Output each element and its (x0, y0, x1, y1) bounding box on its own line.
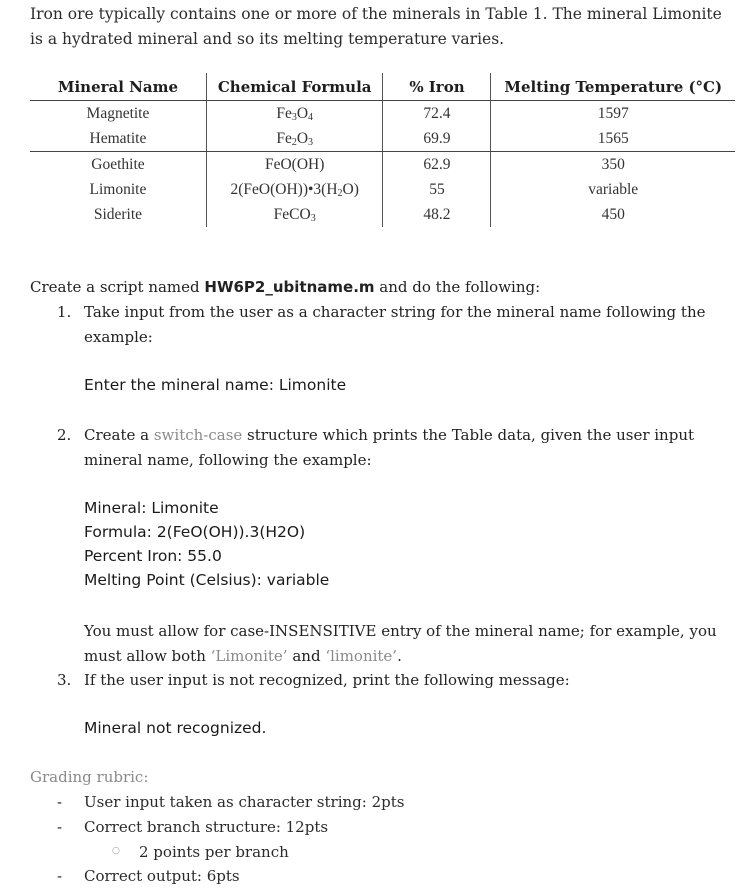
cell-formula: $Fe_3O_4$ (206, 101, 383, 127)
step-3-number: 3. (57, 671, 72, 689)
table-row (30, 152, 735, 178)
cell-formula: $Fe_2O_3$ (206, 126, 383, 152)
cell-melt: 1597 (597, 104, 629, 122)
prompt-example: Enter the mineral name: Limonite (84, 376, 347, 394)
step-1-number: 1. (57, 303, 72, 321)
rubric-item-input: User input taken as character string: 2pts (84, 793, 405, 811)
mineral-table (30, 73, 735, 227)
script-name: HW6P2_ubitname.m (204, 278, 375, 296)
table-row (30, 202, 735, 227)
step-1-text: Take input from the user as a character string for the mineral name following the example: (84, 303, 706, 346)
table-header-row (30, 73, 735, 101)
cell-iron: 69.9 (383, 126, 491, 152)
table-row (30, 101, 735, 127)
rubric-dash: - (57, 793, 63, 811)
cell-melt: variable (588, 180, 639, 198)
cell-name: Limonite (30, 177, 206, 202)
cell-name: Hematite (30, 126, 206, 152)
output-line-formula: Formula: 2(FeO(OH)).3(H2O) (84, 523, 306, 541)
output-line-mineral: Mineral: Limonite (84, 499, 219, 517)
table-row (30, 177, 735, 202)
cell-melt: 450 (601, 205, 625, 223)
cell-formula: $2(FeO(OH))•3(H_2O)$ (206, 177, 383, 202)
case-example-lower: ‘limonite’ (325, 647, 398, 665)
cell-melt: 1565 (491, 126, 735, 152)
case-example-upper: ‘Limonite’ (210, 647, 288, 665)
rubric-title: Grading rubric: (30, 768, 149, 786)
not-recognized-message: Mineral not recognized. (84, 719, 267, 737)
create-script-line: Create a script named HW6P2_ubitname.m and do the following: (30, 278, 541, 296)
cell-name: Goethite (30, 152, 206, 178)
cell-formula: FeCO$_3$ (206, 202, 383, 227)
switch-case-keyword: switch-case (153, 426, 243, 444)
cell-formula: FeO(OH) (206, 152, 383, 178)
rubric-dash: - (57, 867, 63, 885)
rubric-sub-item: 2 points per branch (139, 843, 289, 861)
cell-iron: 48.2 (383, 202, 491, 227)
step-2-text: Create a switch-case structure which prints the Table data, given the user input mineral name, following the example: (84, 426, 695, 469)
header-percent-iron: % Iron (383, 73, 491, 101)
circle-bullet-icon: ○ (112, 846, 120, 856)
intro-paragraph: Iron ore typically contains one or more of the minerals in Table 1. The mineral Limonite is a hydrated mineral and so its melting temperature varies. (30, 5, 722, 48)
step-2-number: 2. (57, 426, 72, 444)
output-line-melting: Melting Point (Celsius): variable (84, 571, 330, 589)
table-row (30, 126, 735, 152)
header-chemical-formula: Chemical Formula (206, 73, 383, 101)
cell-iron: 62.9 (383, 152, 491, 178)
cell-iron: 72.4 (383, 101, 491, 127)
header-melting-temperature: Melting Temperature (°C) (491, 73, 735, 101)
rubric-dash: - (57, 818, 63, 836)
cell-iron: 55 (383, 177, 491, 202)
cell-melt: 350 (601, 155, 625, 173)
step-3-text: If the user input is not recognized, print the following message: (84, 671, 570, 689)
rubric-item-branch: Correct branch structure: 12pts (84, 818, 329, 836)
cell-name: Magnetite (30, 101, 206, 127)
output-line-iron: Percent Iron: 55.0 (84, 547, 222, 565)
cell-name: Siderite (30, 202, 206, 227)
header-mineral-name: Mineral Name (30, 73, 206, 101)
rubric-item-output: Correct output: 6pts (84, 867, 240, 885)
case-insensitive-note: You must allow for case-INSENSITIVE entry of the mineral name; for example, you must allow both ‘Limonite’ and ‘limonite’. (84, 622, 717, 665)
